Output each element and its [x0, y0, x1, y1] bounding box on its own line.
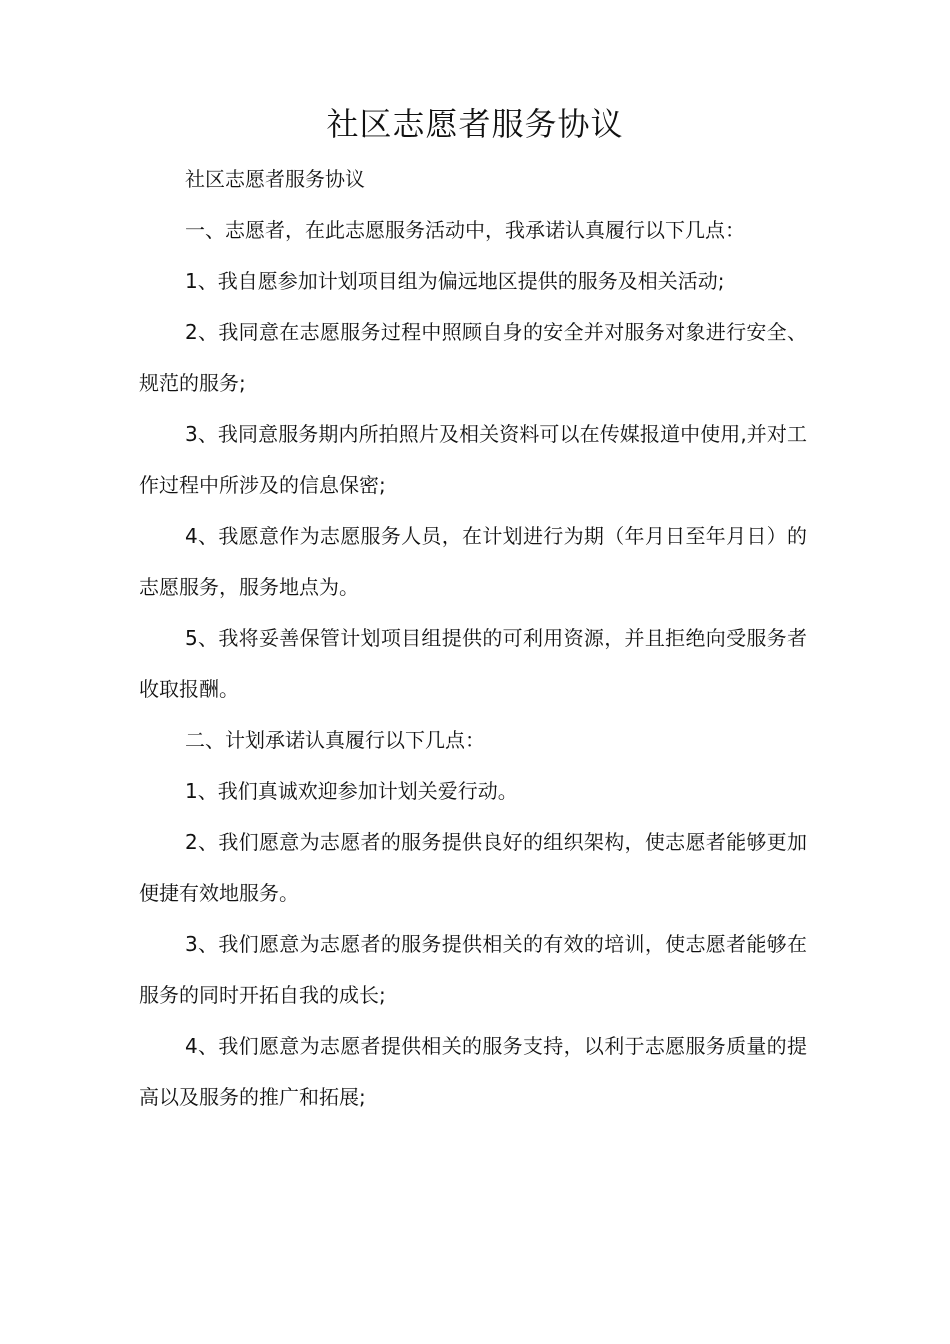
paragraph-section-1-heading: 一、志愿者，在此志愿服务活动中，我承诺认真履行以下几点： [185, 218, 745, 242]
paragraph-volunteer-item-2: 2、我同意在志愿服务过程中照顾自身的安全并对服务对象进行安全、规范的服务; [139, 320, 807, 395]
paragraph-subtitle: 社区志愿者服务协议 [185, 167, 365, 191]
paragraph-volunteer-item-1: 1、我自愿参加计划项目组为偏远地区提供的服务及相关活动; [185, 269, 725, 293]
paragraph-plan-item-3: 3、我们愿意为志愿者的服务提供相关的有效的培训，使志愿者能够在服务的同时开拓自我的成长; [139, 932, 807, 1007]
paragraph-volunteer-item-3: 3、我同意服务期内所拍照片及相关资料可以在传媒报道中使用,并对工作过程中所涉及的信息保密; [139, 422, 807, 497]
paragraph-section-2-heading: 二、计划承诺认真履行以下几点： [185, 728, 485, 752]
paragraph-plan-item-1: 1、我们真诚欢迎参加计划关爱行动。 [185, 779, 518, 803]
paragraph-volunteer-item-5: 5、我将妥善保管计划项目组提供的可利用资源，并且拒绝向受服务者收取报酬。 [139, 626, 807, 701]
document-title: 社区志愿者服务协议 [326, 105, 624, 143]
paragraph-plan-item-2: 2、我们愿意为志愿者的服务提供良好的组织架构，使志愿者能够更加便捷有效地服务。 [139, 830, 807, 905]
document-body [139, 154, 807, 1123]
paragraph-volunteer-item-4: 4、我愿意作为志愿服务人员，在计划进行为期（年月日至年月日）的志愿服务，服务地点为。 [139, 524, 807, 599]
paragraph-plan-item-4: 4、我们愿意为志愿者提供相关的服务支持，以利于志愿服务质量的提高以及服务的推广和拓展; [139, 1034, 807, 1109]
